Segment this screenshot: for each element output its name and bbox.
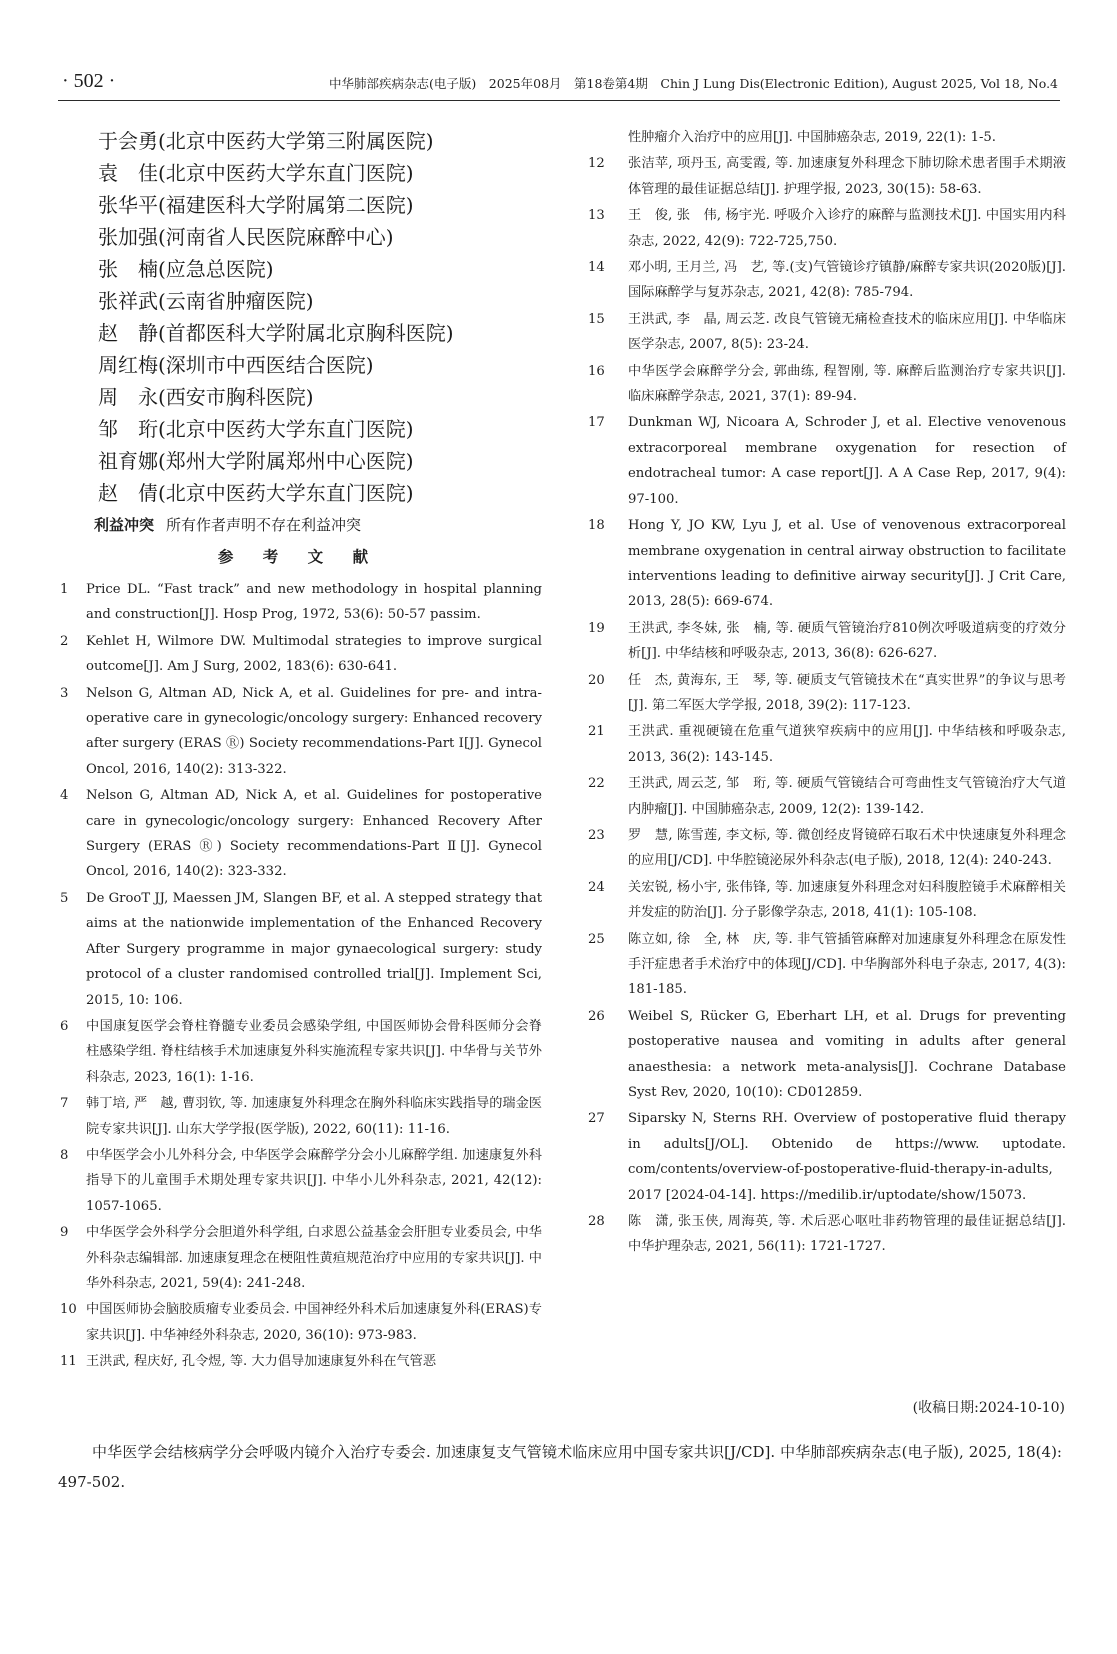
reference-text: Price DL. “Fast track” and new methodology in hospital planning and construction[J]. Hosp Prog, 1972, 53(6): 50-57 passim. xyxy=(86,582,542,623)
member-entry: 于会勇(北京中医药大学第三附属医院) xyxy=(98,129,434,153)
reference-item xyxy=(56,783,542,885)
conflict-label: 利益冲突 xyxy=(94,516,155,534)
reference-item xyxy=(56,886,542,1013)
reference-text: Siparsky N, Sterns RH. Overview of postoperative fluid therapy in adults[J/OL]. Obtenido de https://www. uptodate. com/contents/overview-of-postoperative-fluid-therapy-in-adults, 2017 [2024-04-14]. https://medilib.ir/uptodate/show/15073. xyxy=(628,1111,1066,1203)
reference-item xyxy=(588,410,1066,512)
reference-item xyxy=(588,719,1066,770)
member-entry: 周红梅(深圳市中西医结合医院) xyxy=(98,353,374,377)
reference-number: 26 xyxy=(588,1008,605,1024)
reference-item xyxy=(56,1220,542,1296)
reference-text: 中国医师协会脑胶质瘤专业委员会. 中国神经外科术后加速康复外科(ERAS)专家共识[J]. 中华神经外科杂志, 2020, 36(10): 973-983. xyxy=(86,1302,542,1343)
reference-item xyxy=(588,771,1066,822)
reference-item xyxy=(56,629,542,680)
reference-item xyxy=(588,875,1066,926)
reference-number: 23 xyxy=(588,827,605,843)
reference-number: 2 xyxy=(60,633,69,649)
reference-item xyxy=(56,681,542,783)
reference-text: Nelson G, Altman AD, Nick A, et al. Guidelines for pre- and intra-operative care in gynecologic/oncology surgery: Enhanced recovery after surgery (ERAS Ⓡ) Society recommendations-Part Ⅰ[J]. Gynecol Oncol, 2016, 140(2): 313-322. xyxy=(86,685,542,777)
reference-text: 王洪武, 李 晶, 周云芝. 改良气管镜无痛检查技术的临床应用[J]. 中华临床医学杂志, 2007, 8(5): 23-24. xyxy=(628,311,1066,353)
reference-number: 8 xyxy=(60,1147,69,1163)
reference-number: 15 xyxy=(588,311,605,327)
reference-number: 14 xyxy=(588,260,605,276)
reference-list-right xyxy=(588,151,1066,1259)
reference-item xyxy=(588,203,1066,254)
received-date: (收稿日期:2024-10-10) xyxy=(912,1400,1065,1416)
reference-number: 16 xyxy=(588,363,605,379)
reference-number: 11 xyxy=(60,1354,77,1370)
member-entry: 张祥武(云南省肿瘤医院) xyxy=(98,289,314,313)
member-entry: 赵 倩(北京中医药大学东直门医院) xyxy=(98,481,414,505)
reference-number: 1 xyxy=(60,582,69,597)
reference-number: 19 xyxy=(588,620,605,636)
reference-item xyxy=(588,927,1066,1003)
reference-item xyxy=(588,1209,1066,1260)
reference-number: 12 xyxy=(588,156,605,172)
reference-continuation: 性肿瘤介入治疗中的应用[J]. 中国肺癌杂志, 2019, 22(1): 1-5. xyxy=(628,130,996,145)
reference-number: 21 xyxy=(588,724,605,740)
member-entry: 赵 静(首都医科大学附属北京胸科医院) xyxy=(98,321,454,345)
reference-text: 陈 潇, 张玉侠, 周海英, 等. 术后恶心呕吐非药物管理的最佳证据总结[J]. 中华护理杂志, 2021, 56(11): 1721-1727. xyxy=(628,1214,1066,1255)
reference-number: 22 xyxy=(588,776,605,792)
reference-text: 王洪武, 程庆好, 孔令煜, 等. 大力倡导加速康复外科在气管恶 xyxy=(86,1354,437,1370)
reference-number: 24 xyxy=(588,879,605,895)
reference-item xyxy=(588,359,1066,410)
journal-line: 中华肺部疾病杂志(电子版) 2025年08月 第18卷第4期 Chin J Lung Dis(Electronic Edition), August 2025, Vol 18, No.4 xyxy=(329,76,1058,91)
reference-number: 28 xyxy=(588,1214,605,1230)
reference-item xyxy=(588,255,1066,306)
reference-number: 27 xyxy=(588,1111,605,1127)
reference-number: 20 xyxy=(588,672,605,688)
reference-item xyxy=(56,1297,542,1348)
reference-list-left xyxy=(56,577,542,1375)
reference-text: 中华医学会外科学分会胆道外科学组, 白求恩公益基金会肝胆专业委员会, 中华外科杂志编辑部. 加速康复理念在梗阻性黄疸规范治疗中应用的专家共识[J]. 中华外科杂志, 2021, 59(4): 241-248. xyxy=(86,1225,542,1291)
reference-number: 17 xyxy=(588,415,605,431)
reference-text: 王洪武, 李冬妹, 张 楠, 等. 硬质气管镜治疗810例次呼吸道病变的疗效分析[J]. 中华结核和呼吸杂志, 2013, 36(8): 626-627. xyxy=(628,620,1066,662)
reference-text: 罗 慧, 陈雪莲, 李文标, 等. 微创经皮肾镜碎石取石术中快速康复外科理念的应用[J/CD]. 中华腔镜泌尿外科杂志(电子版), 2018, 12(4): 240-243. xyxy=(628,827,1066,869)
reference-item xyxy=(588,616,1066,667)
reference-item xyxy=(588,307,1066,358)
reference-text: Kehlet H, Wilmore DW. Multimodal strategies to improve surgical outcome[J]. Am J Surg, 2002, 183(6): 630-641. xyxy=(86,633,542,675)
reference-text: 邓小明, 王月兰, 冯 艺, 等.(支)气管镜诊疗镇静/麻醉专家共识(2020版)[J]. 国际麻醉学与复苏杂志, 2021, 42(8): 785-794. xyxy=(628,260,1066,301)
reference-text: 中华医学会麻醉学分会, 郭曲练, 程智刚, 等. 麻醉后监测治疗专家共识[J]. 临床麻醉学杂志, 2021, 37(1): 89-94. xyxy=(628,363,1066,405)
reference-item xyxy=(588,513,1066,615)
reference-text: 关宏锐, 杨小宇, 张伟锋, 等. 加速康复外科理念对妇科腹腔镜手术麻醉相关并发症的防治[J]. 分子影像学杂志, 2018, 41(1): 105-108. xyxy=(628,879,1066,921)
reference-text: De GrooT JJ, Maessen JM, Slangen BF, et al. A stepped strategy that aims at the nationwide implementation of the Enhanced Recovery After Surgery programme in major gynaecological surgery: study protocol of a cluster randomised controlled trial[J]. Implement Sci, 2015, 10: 106. xyxy=(86,890,542,1008)
reference-text: 王洪武, 周云芝, 邹 珩, 等. 硬质气管镜结合可弯曲性支气管镜治疗大气道内肿瘤[J]. 中国肺癌杂志, 2009, 12(2): 139-142. xyxy=(628,776,1066,817)
reference-item xyxy=(588,668,1066,719)
reference-number: 4 xyxy=(60,788,69,804)
reference-number: 9 xyxy=(60,1225,69,1241)
reference-item xyxy=(588,151,1066,202)
member-entry: 周 永(西安市胸科医院) xyxy=(98,385,314,409)
reference-item xyxy=(588,1004,1066,1106)
reference-text: 王 俊, 张 伟, 杨宇光. 呼吸介入诊疗的麻醉与监测技术[J]. 中国实用内科杂志, 2022, 42(9): 722-725,750. xyxy=(628,208,1066,249)
reference-text: 陈立如, 徐 全, 林 庆, 等. 非气管插管麻醉对加速康复外科理念在原发性手汗症患者手术治疗中的体现[J/CD]. 中华胸部外科电子杂志, 2017, 4(3): 181-185. xyxy=(628,931,1066,998)
reference-text: Weibel S, Rücker G, Eberhart LH, et al. Drugs for preventing postoperative nausea and vomiting in adults after general anaesthesia: a network meta-analysis[J]. Cochrane Database Syst Rev, 2020, 10(10): CD012859. xyxy=(628,1008,1066,1101)
reference-item xyxy=(56,1349,542,1374)
member-entry: 张加强(河南省人民医院麻醉中心) xyxy=(98,225,394,249)
reference-text: Dunkman WJ, Nicoara A, Schroder J, et al. Elective venovenous extracorporeal membrane oxygenation for resection of endotracheal tumor: A case report[J]. A A Case Rep, 2017, 9(4): 97-100. xyxy=(628,415,1066,507)
member-list xyxy=(56,125,542,509)
reference-number: 25 xyxy=(588,931,605,947)
reference-number: 7 xyxy=(60,1096,69,1112)
reference-item xyxy=(56,1091,542,1142)
right-column xyxy=(588,125,1066,1261)
reference-number: 6 xyxy=(60,1018,69,1034)
member-entry: 袁 佳(北京中医药大学东直门医院) xyxy=(98,161,414,185)
reference-number: 3 xyxy=(60,685,69,701)
reference-text: 张洁苹, 项丹玉, 高雯霞, 等. 加速康复外科理念下肺切除术患者围手术期液体管理的最佳证据总结[J]. 护理学报, 2023, 30(15): 58-63. xyxy=(628,156,1066,197)
reference-text: Hong Y, JO KW, Lyu J, et al. Use of venovenous extracorporeal membrane oxygenation in central airway obstruction to facilitate interventions leading to definitive airway security[J]. J Crit Care, 2013, 28(5): 669-674. xyxy=(628,518,1066,610)
running-header xyxy=(58,70,1060,101)
reference-item xyxy=(588,1106,1066,1208)
reference-number: 13 xyxy=(588,208,605,224)
reference-text: 中华医学会小儿外科分会, 中华医学会麻醉学分会小儿麻醉学组. 加速康复外科指导下的儿童围手术期处理专家共识[J]. 中华小儿外科杂志, 2021, 42(12): 1057-1065. xyxy=(86,1147,542,1214)
member-entry: 张 楠(应急总医院) xyxy=(98,257,274,281)
left-column xyxy=(56,125,542,1376)
member-entry: 张华平(福建医科大学附属第二医院) xyxy=(98,193,414,217)
citation-note: 中华医学会结核病学分会呼吸内镜介入治疗专委会. 加速康复支气管镜术临床应用中国专家共识[J/CD]. 中华肺部疾病杂志(电子版), 2025, 18(4): 497-502. xyxy=(58,1443,1062,1491)
reference-number: 18 xyxy=(588,518,605,534)
reference-text: Nelson G, Altman AD, Nick A, et al. Guidelines for postoperative care in gynecologic/oncology surgery: Enhanced Recovery After Surgery (ERAS Ⓡ) Society recommendations-Part Ⅱ[J]. Gynecol Oncol, 2016, 140(2): 323-332. xyxy=(86,788,542,880)
reference-text: 王洪武. 重视硬镜在危重气道狭窄疾病中的应用[J]. 中华结核和呼吸杂志, 2013, 36(2): 143-145. xyxy=(628,724,1066,765)
member-entry: 邹 珩(北京中医药大学东直门医院) xyxy=(98,417,414,441)
reference-item xyxy=(56,1143,542,1219)
reference-number: 10 xyxy=(60,1302,77,1318)
conflict-of-interest xyxy=(56,511,542,539)
reference-item xyxy=(588,823,1066,874)
reference-text: 中国康复医学会脊柱脊髓专业委员会感染学组, 中国医师协会骨科医师分会脊柱感染学组. 脊柱结核手术加速康复外科实施流程专家共识[J]. 中华骨与关节外科杂志, 2023, 16(1): 1-16. xyxy=(86,1018,542,1085)
conflict-text: 所有作者声明不存在利益冲突 xyxy=(166,516,362,534)
reference-item xyxy=(56,577,542,628)
references-heading: 参 考 文 献 xyxy=(217,548,381,566)
reference-item xyxy=(56,1014,542,1090)
reference-number: 5 xyxy=(60,890,69,906)
reference-text: 任 杰, 黄海东, 王 琴, 等. 硬质支气管镜技术在“真实世界”的争议与思考[J]. 第二军医大学学报, 2018, 39(2): 117-123. xyxy=(628,672,1066,713)
page-number: · 502 · xyxy=(62,70,116,92)
member-entry: 祖育娜(郑州大学附属郑州中心医院) xyxy=(98,449,414,473)
reference-text: 韩丁培, 严 越, 曹羽钦, 等. 加速康复外科理念在胸外科临床实践指导的瑞金医院专家共识[J]. 山东大学学报(医学版), 2022, 60(11): 11-16. xyxy=(86,1096,542,1137)
